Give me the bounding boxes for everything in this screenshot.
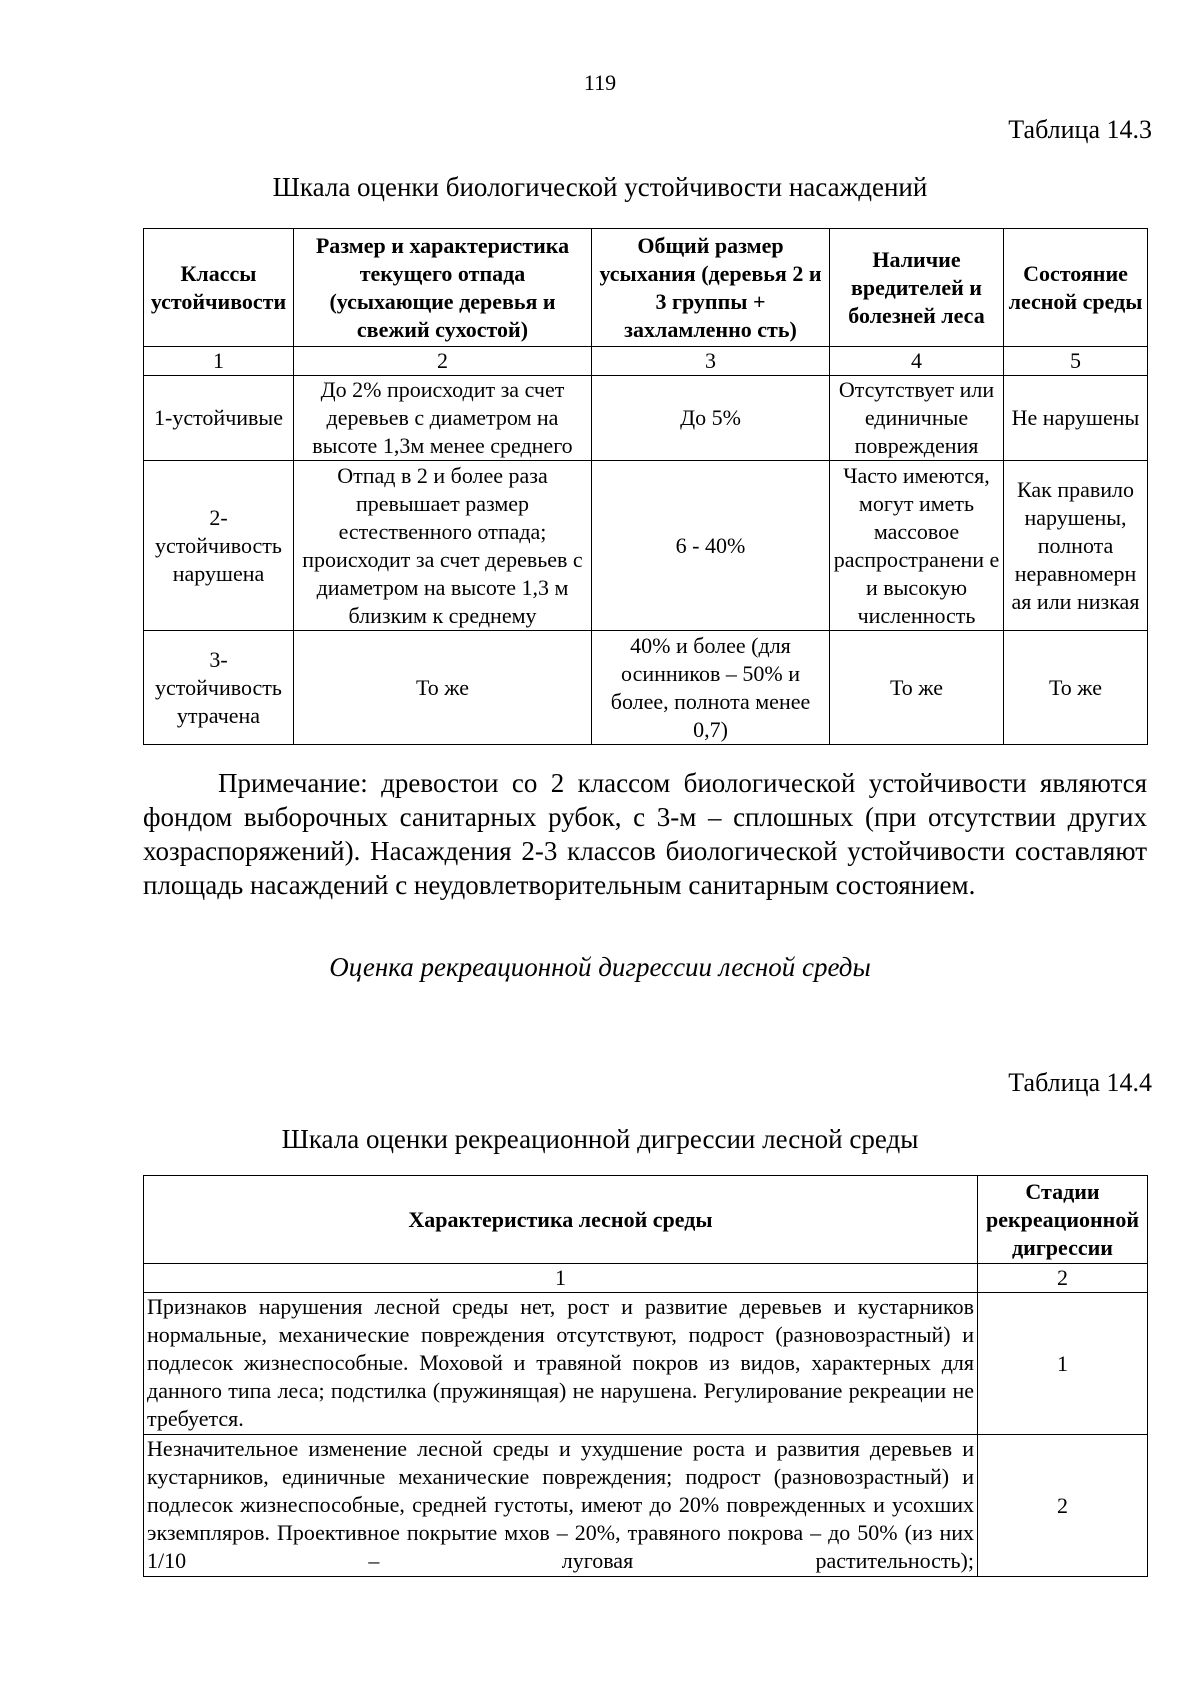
column-header: Классы устойчивости: [144, 229, 294, 347]
drying-cell: 6 - 40%: [592, 461, 830, 631]
column-header: Характеристика лесной среды: [144, 1176, 978, 1264]
column-number: 2: [978, 1264, 1148, 1293]
table-header-row: [144, 229, 1148, 347]
pests-cell: Часто имеются, могут иметь массовое распространени е и высокую численность: [830, 461, 1004, 631]
column-number: 3: [592, 347, 830, 376]
page-number: 119: [583, 70, 617, 95]
table-row: [144, 1435, 1148, 1577]
column-number: 5: [1004, 347, 1148, 376]
table-row: [144, 461, 1148, 631]
column-header: Общий размер усыхания (деревья 2 и 3 группы + захламленно сть): [592, 229, 830, 347]
column-number-row: [144, 347, 1148, 376]
table-row: [144, 1293, 1148, 1435]
pests-cell: Отсутствует или единичные повреждения: [830, 376, 1004, 461]
condition-cell: Как правило нарушены, полнота неравномерн ая или низкая: [1004, 461, 1148, 631]
column-number-row: [144, 1264, 1148, 1293]
stability-scale-table: [143, 228, 1148, 745]
stability-class-cell: 1-устойчивые: [144, 376, 294, 461]
drying-cell: 40% и более (для осинников – 50% и более, полнота менее 0,7): [592, 631, 830, 745]
column-number: 2: [294, 347, 592, 376]
table-14-3-label: Таблица 14.3: [1008, 115, 1152, 144]
dieback-cell: То же: [294, 631, 592, 745]
forest-characteristic-cell: Незначительное изменение лесной среды и ухудшение роста и развития деревьев и кустарников, единичные механические повреждения; подрост (разновозрастный) и подлесок жизнеспособные, средней густоты, имеют до 20% поврежденных и усохших экземпляров. Проективное покрытие мхов – 20%, травяного покрова – до 50% (из них 1/10 – луговая растительность);: [144, 1435, 978, 1577]
table-header-row: [144, 1176, 1148, 1264]
condition-cell: Не нарушены: [1004, 376, 1148, 461]
drying-cell: До 5%: [592, 376, 830, 461]
forest-characteristic-cell: Признаков нарушения лесной среды нет, рост и развитие деревьев и кустарников нормальные, механические повреждения отсутствуют, подрост (разновозрастный) и подлесок жизнеспособные. Моховой и травяной покров из видов, характерных для данного типа леса; подстилка (пружинящая) не нарушена. Регулирование рекреации не требуется.: [144, 1293, 978, 1435]
column-header: Стадии рекреационной дигрессии: [978, 1176, 1148, 1264]
column-number: 1: [144, 1264, 978, 1293]
table-row: [144, 376, 1148, 461]
stability-class-cell: 2-устойчивость нарушена: [144, 461, 294, 631]
condition-cell: То же: [1004, 631, 1148, 745]
digression-stage-cell: 1: [978, 1293, 1148, 1435]
table-row: [144, 631, 1148, 745]
digression-stage-cell: 2: [978, 1435, 1148, 1577]
column-number: 1: [144, 347, 294, 376]
column-header: Размер и характеристика текущего отпада (усыхающие деревья и свежий сухостой): [294, 229, 592, 347]
column-number: 4: [830, 347, 1004, 376]
dieback-cell: Отпад в 2 и более раза превышает размер естественного отпада; происходит за счет деревьев с диаметром на высоте 1,3 м близким к среднему: [294, 461, 592, 631]
table-14-4-title: Шкала оценки рекреационной дигрессии лесной среды: [281, 1124, 919, 1154]
dieback-cell: До 2% происходит за счет деревьев с диаметром на высоте 1,3м менее среднего: [294, 376, 592, 461]
section-heading: Оценка рекреационной дигрессии лесной среды: [329, 952, 871, 982]
note-paragraph: Примечание: древостои со 2 классом биологической устойчивости являются фондом выборочных санитарных рубок, с 3-м – сплошных (при отсутствии других хозраспоряжений). Насаждения 2-3 классов биологической устойчивости составляют площадь насаждений с неудовлетворительным санитарным состоянием.: [143, 768, 1147, 900]
recreational-digression-table: [143, 1175, 1148, 1577]
table-14-4-label: Таблица 14.4: [1008, 1068, 1152, 1097]
pests-cell: То же: [830, 631, 1004, 745]
column-header: Наличие вредителей и болезней леса: [830, 229, 1004, 347]
stability-class-cell: 3-устойчивость утрачена: [144, 631, 294, 745]
column-header: Состояние лесной среды: [1004, 229, 1148, 347]
table-14-3-title: Шкала оценки биологической устойчивости насаждений: [272, 172, 928, 202]
